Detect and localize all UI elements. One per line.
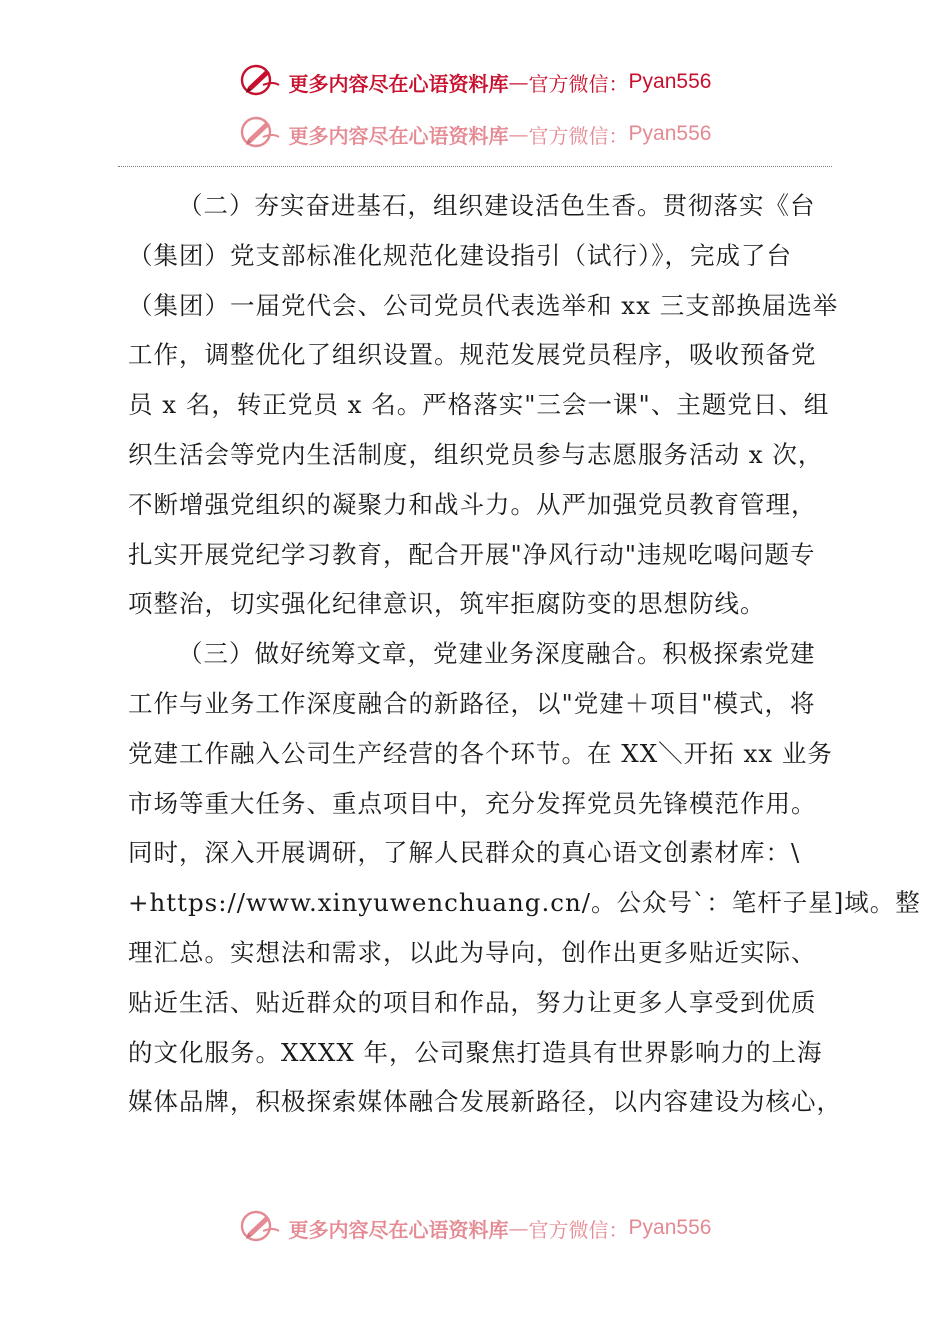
watermark-brand-text: 更多内容尽在心语资料库 xyxy=(288,1217,509,1242)
pen-logo-icon xyxy=(239,1209,283,1247)
paragraph-line: 工作与业务工作深度融合的新路径，以"党建＋项目"模式，将 xyxy=(128,688,816,718)
paragraph-line: 同时，深入开展调研，了解人民群众的真心语文创素材库：\ xyxy=(128,838,801,868)
paragraph-line: 理汇总。实想法和需求，以此为导向，创作出更多贴近实际、 xyxy=(128,937,817,967)
watermark-dash: — xyxy=(508,70,529,94)
paragraph-line: 贴近生活、贴近群众的项目和作品，努力让更多人享受到优质 xyxy=(128,987,817,1017)
watermark-brand-text: 更多内容尽在心语资料库 xyxy=(288,123,509,148)
paragraph-line: （三）做好统筹文章，党建业务深度融合。积极探索党建 xyxy=(178,639,816,669)
pen-logo-icon xyxy=(239,63,283,101)
watermark-wechat-id: Pyan556 xyxy=(628,122,712,145)
paragraph-line: 市场等重大任务、重点项目中，充分发挥党员先锋模范作用。 xyxy=(128,788,817,818)
paragraph-line: 织生活会等党内生活制度，组织党员参与志愿服务活动 x 次， xyxy=(128,439,824,469)
paragraph-line: 不断增强党组织的凝聚力和战斗力。从严加强党员教育管理， xyxy=(128,489,817,519)
watermark-wechat-label: 官方微信： xyxy=(528,71,629,96)
watermark-wechat-id: Pyan556 xyxy=(628,70,712,93)
paragraph-line: 工作，调整优化了组织设置。规范发展党员程序，吸收预备党 xyxy=(128,340,817,370)
paragraph-line: （二）夯实奋进基石，组织建设活色生香。贯彻落实《台 xyxy=(178,191,816,220)
paragraph-line: 项整治，切实强化纪律意识，筑牢拒腐防变的思想防线。 xyxy=(128,589,766,619)
paragraph-line: 的文化服务。XXXX 年，公司聚焦打造具有世界影响力的上海 xyxy=(128,1037,823,1067)
header-divider xyxy=(118,166,832,167)
header-watermark-secondary xyxy=(0,114,950,154)
paragraph-line: 扎实开展党纪学习教育，配合开展"净风行动"违规吃喝问题专 xyxy=(128,539,816,569)
watermark-dash: — xyxy=(508,1216,529,1240)
watermark-wechat-label: 官方微信： xyxy=(528,123,629,148)
document-body xyxy=(128,181,921,1127)
paragraph-line: 员 x 名，转正党员 x 名。严格落实"三会一课"、主题党日、组 xyxy=(128,390,830,420)
header-watermark-primary xyxy=(0,62,950,102)
paragraph-line: 媒体品牌，积极探索媒体融合发展新路径，以内容建设为核心， xyxy=(128,1087,842,1117)
paragraph-line: +https://www.xinyuwenchuang.cn/。公众号`：笔杆子星]域。整 xyxy=(128,888,921,918)
paragraph-line: （集团）党支部标准化规范化建设指引（试行）》，完成了台 xyxy=(128,240,792,270)
watermark-wechat-label: 官方微信： xyxy=(528,1217,629,1242)
watermark-brand-text: 更多内容尽在心语资料库 xyxy=(288,71,509,96)
paragraph-line: （集团）一届党代会、公司党员代表选举和 xx 三支部换届选举 xyxy=(128,290,839,320)
paragraph-line: 党建工作融入公司生产经营的各个环节。在 XX＼开拓 xx 业务 xyxy=(128,738,833,768)
footer-watermark xyxy=(0,1208,950,1248)
pen-logo-icon xyxy=(239,115,283,153)
watermark-wechat-id: Pyan556 xyxy=(628,1216,712,1239)
watermark-dash: — xyxy=(508,122,529,146)
